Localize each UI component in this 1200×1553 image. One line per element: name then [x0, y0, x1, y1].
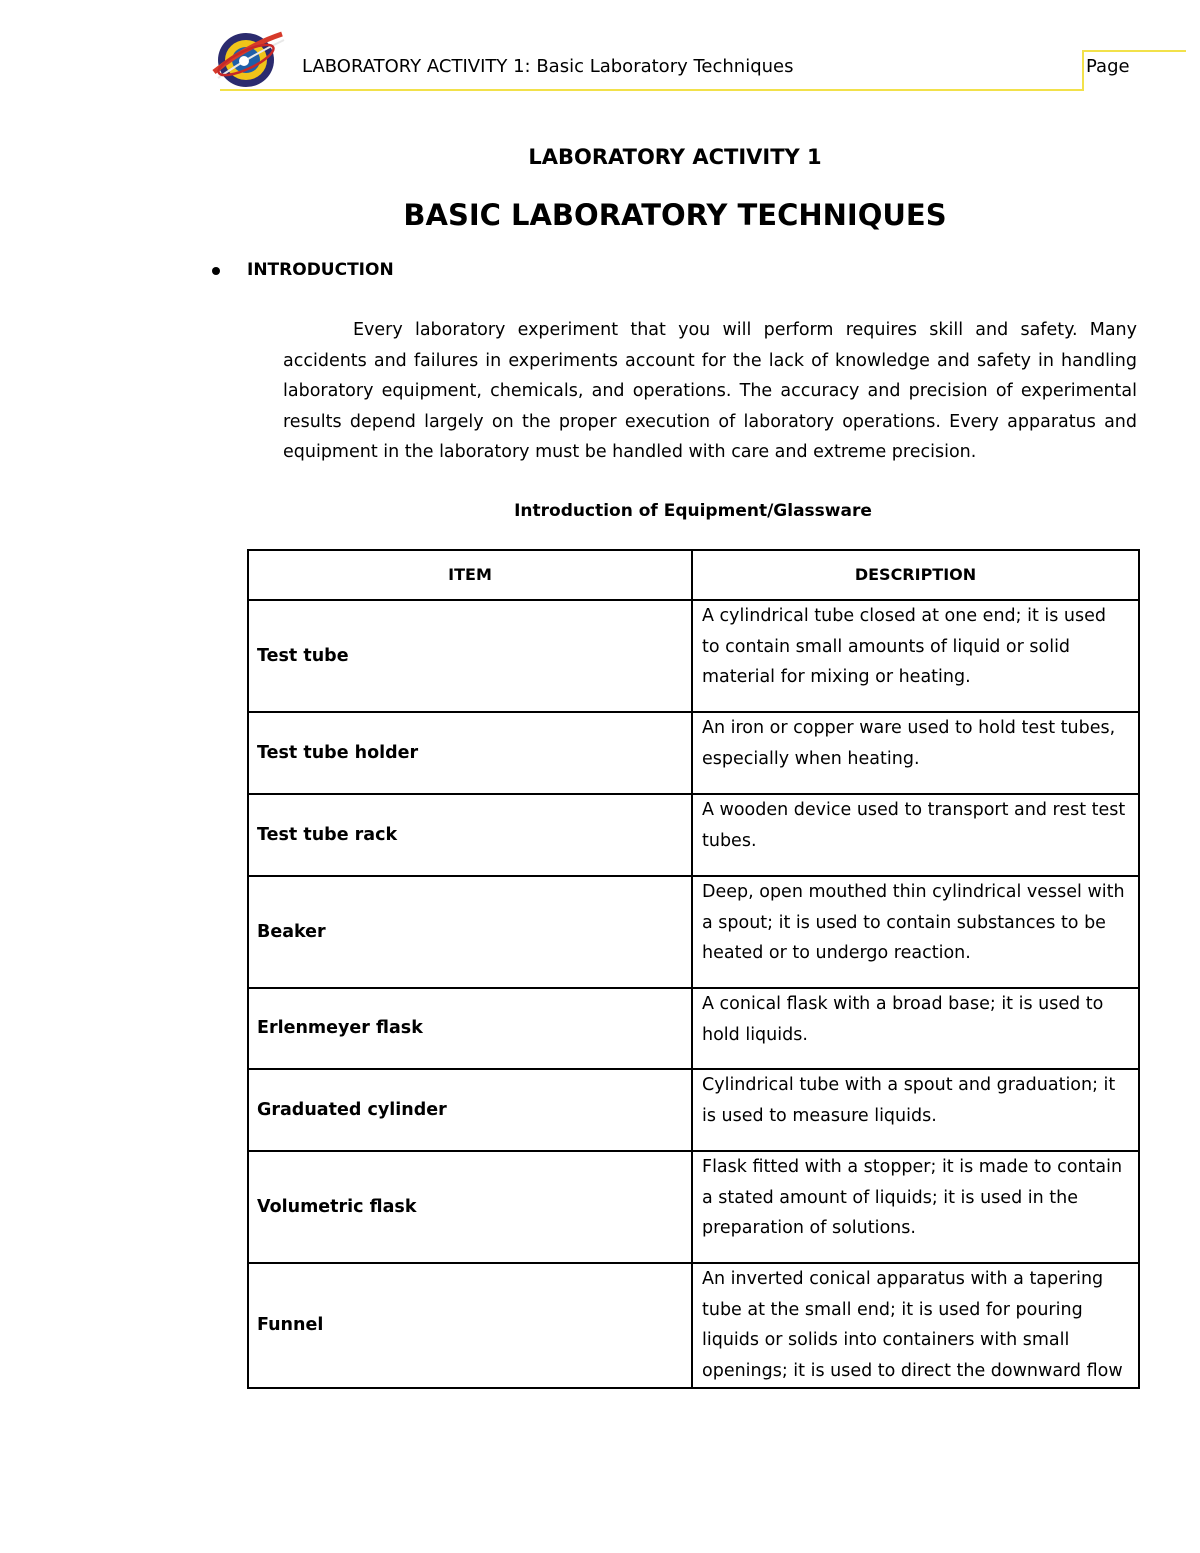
column-header-item: ITEM — [248, 550, 692, 600]
equipment-table — [247, 549, 1140, 1389]
item-name: Funnel — [248, 1263, 692, 1388]
intro-heading: INTRODUCTION — [247, 260, 394, 280]
table-row — [248, 794, 1139, 876]
table-row — [248, 1263, 1139, 1388]
page-label: Page — [1086, 56, 1130, 77]
item-description: An inverted conical apparatus with a tapering tube at the small end; it is used for pouring liquids or solids into containers with small openings; it is used to direct the downward flow — [692, 1263, 1139, 1388]
header-title: LABORATORY ACTIVITY 1: Basic Laboratory Techniques — [302, 56, 794, 77]
item-description: A wooden device used to transport and rest test tubes. — [692, 794, 1139, 876]
item-name: Test tube holder — [248, 712, 692, 794]
table-row — [248, 988, 1139, 1069]
table-row — [248, 1151, 1139, 1263]
item-description: Flask fitted with a stopper; it is made to contain a stated amount of liquids; it is used in the preparation of solutions. — [692, 1151, 1139, 1263]
item-description: An iron or copper ware used to hold test tubes, especially when heating. — [692, 712, 1139, 794]
table-row — [248, 876, 1139, 988]
table-row — [248, 712, 1139, 794]
item-name: Erlenmeyer flask — [248, 988, 692, 1069]
item-name: Graduated cylinder — [248, 1069, 692, 1151]
item-name: Test tube — [248, 600, 692, 712]
item-name: Volumetric flask — [248, 1151, 692, 1263]
item-description: Deep, open mouthed thin cylindrical vessel with a spout; it is used to contain substances to be heated or to undergo reaction. — [692, 876, 1139, 988]
item-name: Test tube rack — [248, 794, 692, 876]
item-description: Cylindrical tube with a spout and graduation; it is used to measure liquids. — [692, 1069, 1139, 1151]
header-divider — [220, 89, 1084, 91]
column-header-description: DESCRIPTION — [692, 550, 1139, 600]
table-row — [248, 1069, 1139, 1151]
activity-title: LABORATORY ACTIVITY 1 — [528, 145, 822, 169]
main-title: BASIC LABORATORY TECHNIQUES — [403, 198, 947, 232]
school-seal-icon — [210, 26, 286, 90]
item-description: A cylindrical tube closed at one end; it is used to contain small amounts of liquid or solid material for mixing or heating. — [692, 600, 1139, 712]
bullet-icon — [212, 267, 220, 275]
intro-paragraph: Every laboratory experiment that you will perform requires skill and safety. Many accidents and failures in experiments account for the lack of knowledge and safety in handling laboratory equipment, chemicals, and operations. The accuracy and precision of experimental results depend largely on the proper execution of laboratory operations. Every apparatus and equipment in the laboratory must be handled with care and extreme precision. — [283, 320, 1137, 462]
table-row — [248, 600, 1139, 712]
item-name: Beaker — [248, 876, 692, 988]
table-caption: Introduction of Equipment/Glassware — [514, 501, 872, 521]
page-header — [210, 22, 1185, 92]
item-description: A conical flask with a broad base; it is used to hold liquids. — [692, 988, 1139, 1069]
table-header-row — [248, 550, 1139, 600]
